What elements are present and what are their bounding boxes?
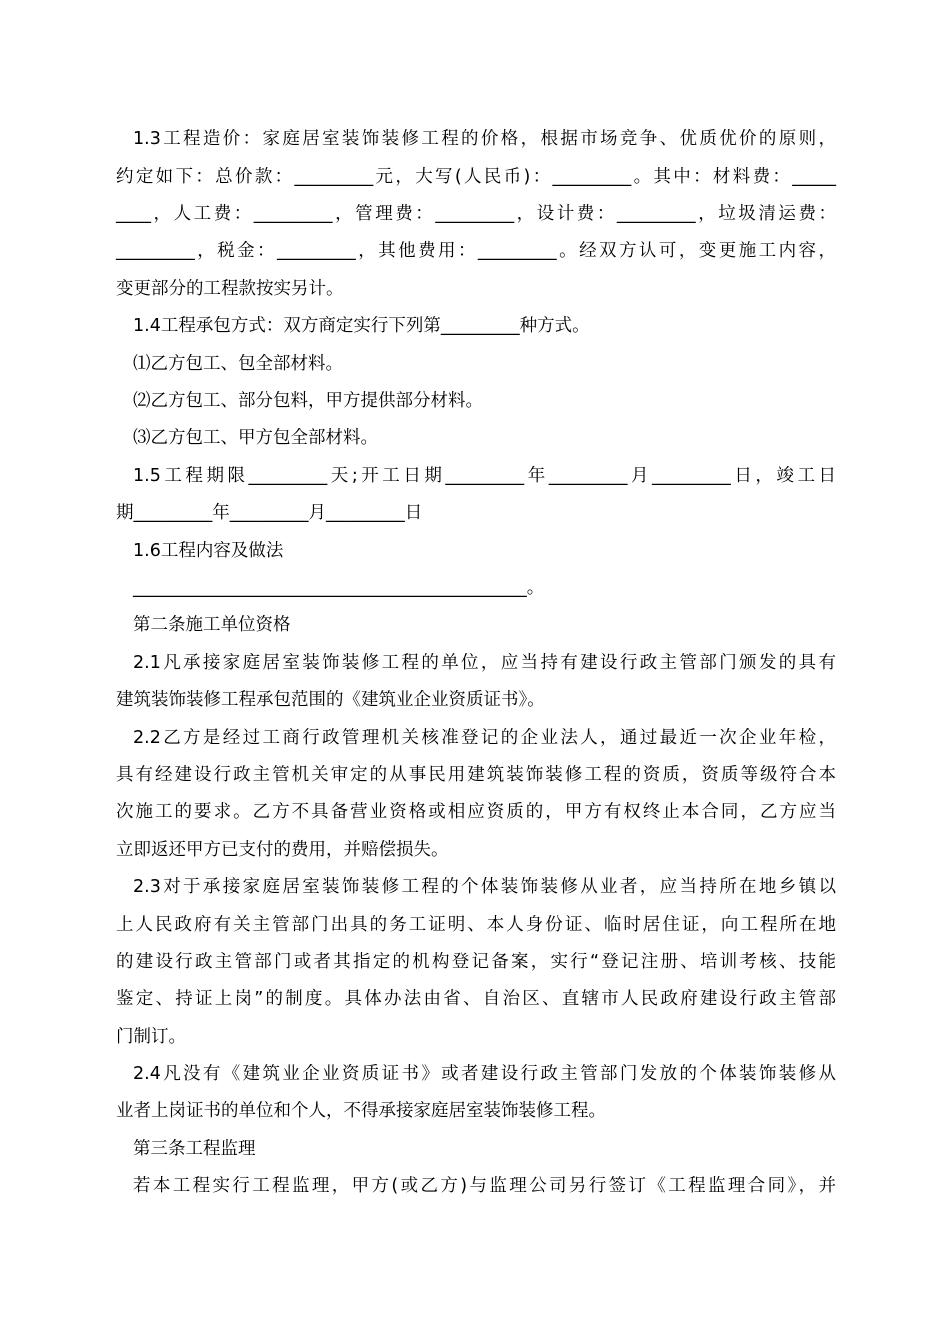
- clause-2-4-line-2: 业者上岗证书的单位和个人，不得承接家庭居室装饰装修工程。: [116, 1101, 606, 1121]
- clause-2-2-line-1: 2.2乙方是经过工商行政管理机关核准登记的企业法人，通过最近一次企业年检，: [133, 728, 836, 748]
- clause-1-3-line-3: ____，人工费：_________，管理费：_________，设计费：_________，垃圾清运费：: [116, 204, 836, 224]
- clause-2-2-line-3: 次施工的要求。乙方不具备营业资格或相应资质的，甲方有权终止本合同，乙方应当: [116, 802, 836, 822]
- clause-2-3-line-5: 门制订。: [116, 1027, 186, 1047]
- article-3-heading: 第三条工程监理: [133, 1139, 256, 1159]
- clause-1-4-option-3: ⑶乙方包工、甲方包全部材料。: [133, 428, 378, 448]
- clause-2-3-line-1: 2.3对于承接家庭居室装饰装修工程的个体装饰装修从业者，应当持所在地乡镇以: [133, 877, 836, 897]
- article-3-line-1: 若本工程实行工程监理，甲方(或乙方)与监理公司另行签订《工程监理合同》，并: [133, 1176, 836, 1196]
- clause-1-3-line-4: _________，税金：_________，其他费用：_________。经双方认可，变更施工内容，: [116, 241, 836, 261]
- clause-1-3-line-2: 约定如下：总价款：_________元，大写(人民币)：_________。其中：材料费：_____: [116, 167, 836, 187]
- clause-2-2-line-4: 立即返还甲方已支付的费用，并赔偿损失。: [116, 840, 449, 860]
- clause-2-3-line-3: 的建设行政主管部门或者其指定的机构登记备案，实行“登记注册、培训考核、技能: [116, 952, 836, 972]
- clause-1-3-line-1: 1.3工程造价：家庭居室装饰装修工程的价格，根据市场竞争、优质优价的原则，: [133, 129, 836, 149]
- clause-1-4-option-1: ⑴乙方包工、包全部材料。: [133, 354, 343, 374]
- clause-2-2-line-2: 具有经建设行政主管机关审定的从事民用建筑装饰装修工程的资质，资质等级符合本: [116, 765, 836, 785]
- clause-2-1-line-2: 建筑装饰装修工程承包范围的《建筑业企业资质证书》。: [116, 690, 545, 710]
- clause-1-6-blank: _____________________________________________。: [133, 578, 545, 598]
- clause-1-4-line-1: 1.4工程承包方式：双方商定实行下列第_________种方式。: [133, 316, 590, 336]
- clause-2-4-line-1: 2.4凡没有《建筑业企业资质证书》或者建设行政主管部门发放的个体装饰装修从: [133, 1064, 836, 1084]
- clause-2-1-line-1: 2.1凡承接家庭居室装饰装修工程的单位，应当持有建设行政主管部门颁发的具有: [133, 653, 836, 673]
- clause-1-3-line-5: 变更部分的工程款按实另计。: [116, 279, 344, 299]
- clause-2-3-line-2: 上人民政府有关主管部门出具的务工证明、本人身份证、临时居住证，向工程所在地: [116, 915, 836, 935]
- article-2-heading: 第二条施工单位资格: [133, 615, 291, 635]
- clause-1-4-option-2: ⑵乙方包工、部分包料，甲方提供部分材料。: [133, 391, 483, 411]
- clause-1-5-line-2: 期_________年_________月_________日: [116, 503, 423, 523]
- clause-1-5-line-1: 1.5工程期限_________天;开工日期_________年_________月_________日，竣工日: [133, 466, 836, 486]
- clause-1-6-heading: 1.6工程内容及做法: [133, 541, 284, 561]
- clause-2-3-line-4: 鉴定、持证上岗”的制度。具体办法由省、自治区、直辖市人民政府建设行政主管部: [116, 989, 836, 1009]
